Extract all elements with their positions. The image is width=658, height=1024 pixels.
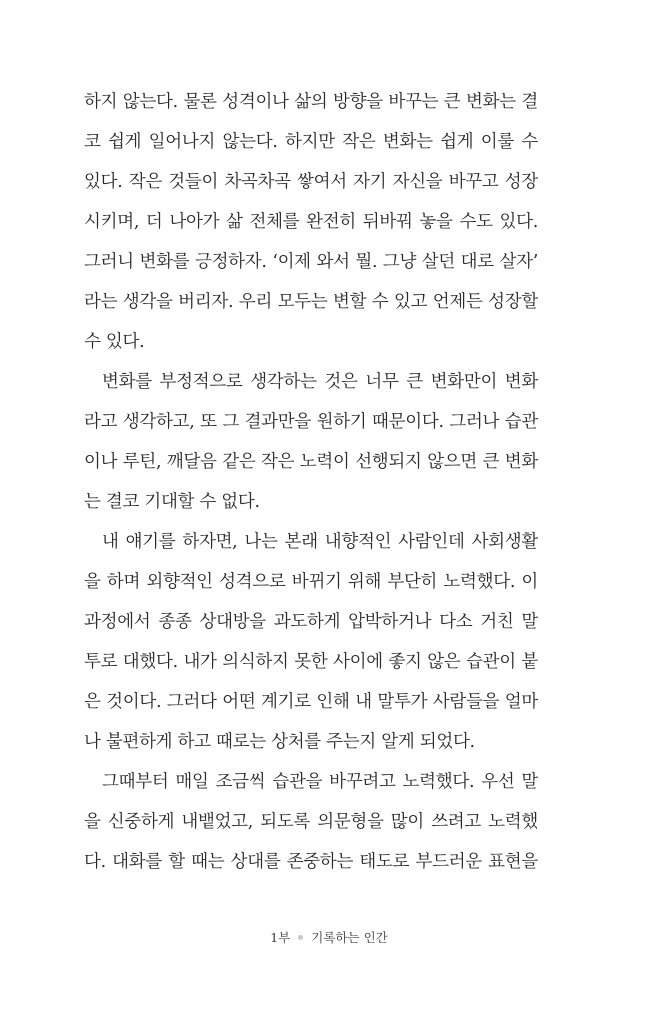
- text-line: 이나 루틴, 깨달음 같은 작은 노력이 선행되지 않으면 큰 변화: [84, 452, 538, 472]
- paragraph-1: [84, 82, 538, 362]
- text-line: 과정에서 종종 상대방을 과도하게 압박하거나 다소 거친 말: [84, 612, 538, 632]
- text-line: 라는 생각을 버리자. 우리 모두는 변할 수 있고 언제든 성장할: [84, 292, 538, 312]
- footer-chapter-title: 기록하는 인간: [311, 930, 388, 945]
- text-line: 을 하며 외향적인 성격으로 바뀌기 위해 부단히 노력했다. 이: [84, 572, 538, 592]
- text-line: 라고 생각하고, 또 그 결과만을 원하기 때문이다. 그러나 습관: [84, 412, 538, 432]
- text-line: 은 것이다. 그러다 어떤 계기로 인해 내 말투가 사람들을 얼마: [84, 692, 538, 712]
- text-line: 을 신중하게 내뱉었고, 되도록 의문형을 많이 쓰려고 노력했: [84, 812, 538, 832]
- text-line: 변화를 부정적으로 생각하는 것은 너무 큰 변화만이 변화: [102, 372, 538, 392]
- text-line: 코 쉽게 일어나지 않는다. 하지만 작은 변화는 쉽게 이룰 수: [84, 132, 538, 152]
- text-line: 는 결코 기대할 수 없다.: [84, 492, 260, 512]
- text-line: 수 있다.: [84, 332, 145, 352]
- text-line: 다. 대화를 할 때는 상대를 존중하는 태도로 부드러운 표현을: [84, 852, 538, 872]
- running-footer: [0, 928, 658, 946]
- text-line: 나 불편하게 하고 때로는 상처를 주는지 알게 되었다.: [84, 732, 475, 752]
- text-line: 그때부터 매일 조금씩 습관을 바꾸려고 노력했다. 우선 말: [102, 772, 538, 792]
- separator-dot-icon: [298, 935, 303, 940]
- text-line: 있다. 작은 것들이 차곡차곡 쌓여서 자기 자신을 바꾸고 성장: [84, 172, 538, 192]
- text-line: 투로 대했다. 내가 의식하지 못한 사이에 좋지 않은 습관이 붙: [84, 652, 538, 672]
- paragraph-4: [84, 762, 538, 882]
- text-line: 내 얘기를 하자면, 나는 본래 내향적인 사람인데 사회생활: [102, 532, 538, 552]
- footer-part-label: 1부: [270, 930, 291, 945]
- text-line: 하지 않는다. 물론 성격이나 삶의 방향을 바꾸는 큰 변화는 결: [84, 92, 538, 112]
- text-line: 시키며, 더 나아가 삶 전체를 완전히 뒤바꿔 놓을 수도 있다.: [84, 212, 538, 232]
- page-body: [84, 82, 538, 882]
- paragraph-3: [84, 522, 538, 762]
- text-line: 그러니 변화를 긍정하자. ‘이제 와서 뭘. 그냥 살던 대로 살자’: [84, 252, 538, 272]
- paragraph-2: [84, 362, 538, 522]
